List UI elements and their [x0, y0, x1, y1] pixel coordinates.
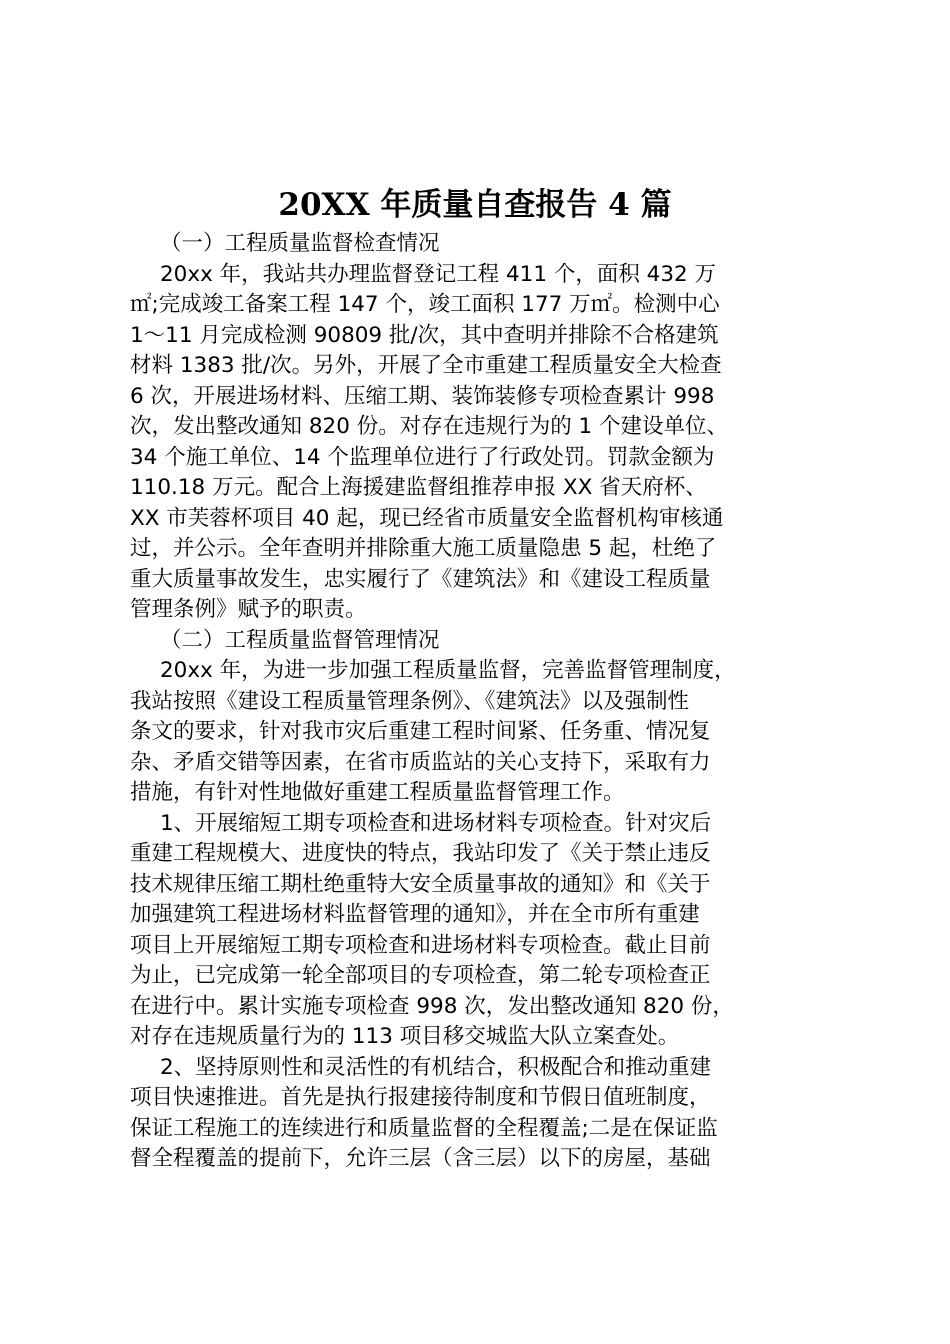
text-line: XX 市芙蓉杯项目 40 起，现已经省市质量安全监督机构审核通	[130, 505, 724, 531]
document-title: 20XX 年质量自查报告 4 篇	[278, 187, 672, 223]
text-line: 项目上开展缩短工期专项检查和进场材料专项检查。截止目前	[130, 932, 711, 958]
text-line: 过，并公示。全年查明并排除重大施工质量隐患 5 起，杜绝了	[130, 536, 717, 561]
text-line: 20xx 年，为进一步加强工程质量监督，完善监督管理制度，	[160, 658, 736, 683]
text-line: 110.18 万元。配合上海援建监督组推荐申报 XX 省天府杯、	[130, 475, 707, 500]
text-line: 6 次，开展进场材料、压缩工期、装饰装修专项检查累计 998	[130, 383, 715, 409]
text-line: 材料 1383 批/次。另外，开展了全市重建工程质量安全大检查	[130, 353, 722, 378]
text-line: 重建工程规模大、进度快的特点，我站印发了《关于禁止违反	[130, 841, 711, 866]
text-line: 在进行中。累计实施专项检查 998 次，发出整改通知 820 份，	[130, 993, 734, 1019]
text-line: 杂、矛盾交错等因素，在省市质监站的关心支持下，采取有力	[130, 749, 711, 775]
document-body	[130, 229, 830, 1175]
text-line: 对存在违规质量行为的 113 项目移交城监大队立案查处。	[130, 1024, 680, 1049]
text-line: 措施，有针对性地做好重建工程质量监督管理工作。	[130, 780, 625, 805]
text-line: 重大质量事故发生，忠实履行了《建筑法》和《建设工程质量	[130, 566, 711, 592]
section-heading-1: （一）工程质量监督检查情况	[160, 231, 440, 256]
text-line: 技术规律压缩工期杜绝重特大安全质量事故的通知》和《关于	[130, 871, 711, 897]
text-line: 条文的要求，针对我市灾后重建工程时间紧、任务重、情况复	[130, 719, 711, 744]
section-heading-2: （二）工程质量监督管理情况	[160, 627, 440, 653]
text-line: 1～11 月完成检测 90809 批/次，其中查明并排除不合格建筑	[130, 322, 719, 348]
text-line: 34 个施工单位、14 个监理单位进行了行政处罚。罚款金额为	[130, 444, 715, 470]
text-line: 2、坚持原则性和灵活性的有机结合，积极配合和推动重建	[160, 1054, 712, 1080]
text-line: 保证工程施工的连续进行和质量监督的全程覆盖;二是在保证监	[130, 1115, 718, 1141]
text-line: 20xx 年，我站共办理监督登记工程 411 个，面积 432 万	[160, 261, 717, 287]
text-line: 次，发出整改通知 820 份。对存在违规行为的 1 个建设单位、	[130, 414, 729, 439]
text-line: 项目快速推进。首先是执行报建接待制度和节假日值班制度，	[130, 1085, 711, 1110]
text-line: 为止，已完成第一轮全部项目的专项检查，第二轮专项检查正	[130, 963, 711, 988]
text-line: 管理条例》赋予的职责。	[130, 597, 367, 622]
text-line: 加强建筑工程进场材料监督管理的通知》，并在全市所有重建	[130, 902, 700, 927]
text-line: 1、开展缩短工期专项检查和进场材料专项检查。针对灾后	[160, 810, 712, 836]
text-line: ㎡;完成竣工备案工程 147 个，竣工面积 177 万㎡。检测中心	[130, 292, 720, 317]
text-line: 督全程覆盖的提前下，允许三层（含三层）以下的房屋，基础	[130, 1146, 711, 1171]
text-line: 我站按照《建设工程质量管理条例》、《建筑法》以及强制性	[130, 688, 690, 714]
